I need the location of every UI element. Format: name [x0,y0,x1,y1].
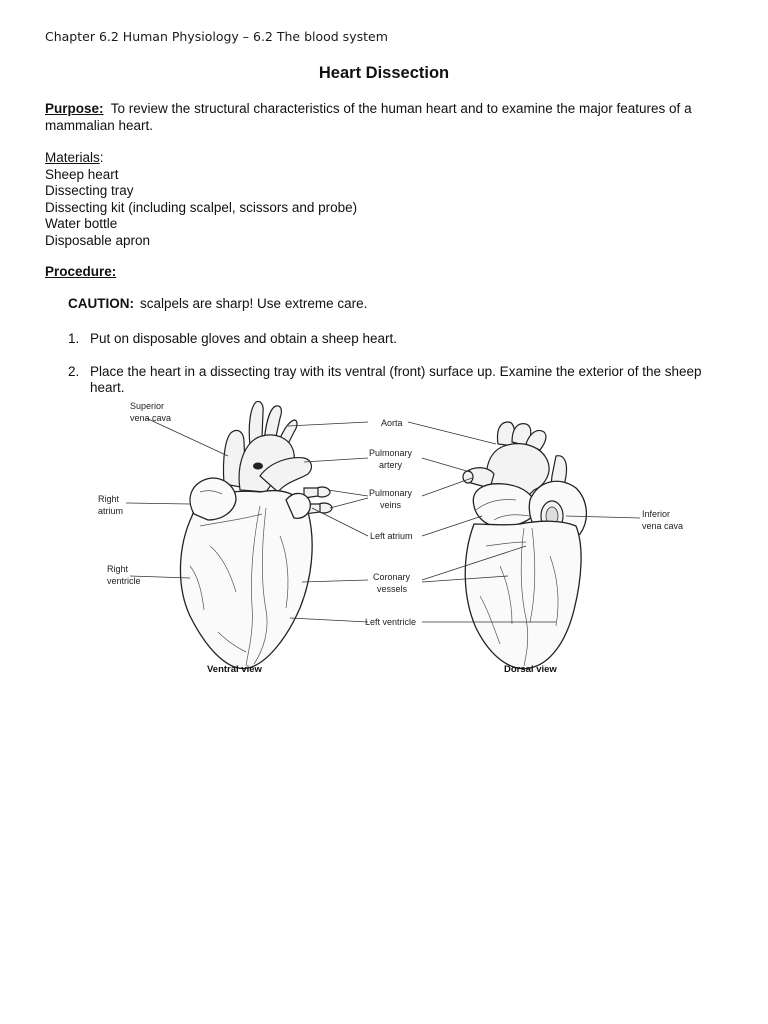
caution-note [68,296,367,311]
procedure-step [68,331,728,347]
purpose-label: Purpose [45,101,100,116]
materials-item: Sheep heart [45,166,119,182]
caption-dorsal-view: Dorsal view [504,664,557,675]
step-text: Place the heart in a dissecting tray with its ventral (front) surface up. Examine the exterior of the sheep heart. [90,364,702,395]
materials-label: Materials [45,150,100,165]
label-superior-vena-cava: Superior [130,401,165,411]
label-right-atrium: Right [98,494,120,504]
step-number: 2. [68,364,80,379]
label-inferior-vena-cava-2: vena cava [642,521,684,531]
label-left-atrium: Left atrium [370,531,413,541]
chapter-header: Chapter 6.2 Human Physiology – 6.2 The blood system [45,29,388,44]
label-pulmonary-artery: Pulmonary [369,448,413,458]
label-pulmonary-veins: Pulmonary [369,488,413,498]
heart-diagram-svg [90,396,710,680]
caution-label: CAUTION: [68,296,134,311]
procedure-section [45,264,725,281]
materials-item: Disposable apron [45,232,151,248]
label-coronary-vessels: Coronary [373,572,411,582]
label-coronary-vessels-2: vessels [377,584,408,594]
dorsal-heart-illustration [463,422,586,669]
label-aorta: Aorta [381,418,403,428]
caption-ventral-view: Ventral view [207,664,262,675]
materials-item: Dissecting tray [45,183,134,198]
ventral-heart-illustration [180,401,332,668]
materials-section [45,150,725,249]
label-right-atrium-2: atrium [98,506,124,516]
label-superior-vena-cava-2: vena cava [130,413,172,423]
purpose-section [45,101,725,134]
label-pulmonary-veins-2: veins [380,500,402,510]
label-pulmonary-artery-2: artery [379,460,403,470]
label-right-ventricle: Right [107,564,129,574]
procedure-step [68,364,728,396]
page-title: Heart Dissection [318,64,450,82]
label-left-ventricle: Left ventricle [365,617,417,627]
caution-text: scalpels are sharp! Use extreme care. [140,296,368,311]
label-inferior-vena-cava: Inferior [642,509,671,519]
purpose-colon: : [99,101,104,116]
materials-item: Dissecting kit (including scalpel, scissors and probe) [45,199,358,215]
purpose-text: To review the structural characteristics of the human heart and to examine the major features of a mammalian heart. [45,101,692,133]
procedure-label: Procedure: [45,264,117,279]
label-right-ventricle-2: ventricle [107,576,141,586]
heart-diagram [90,396,710,680]
step-text: Put on disposable gloves and obtain a sheep heart. [90,331,397,346]
step-number: 1. [68,331,80,346]
materials-colon: : [99,150,104,165]
materials-item: Water bottle [45,216,118,231]
